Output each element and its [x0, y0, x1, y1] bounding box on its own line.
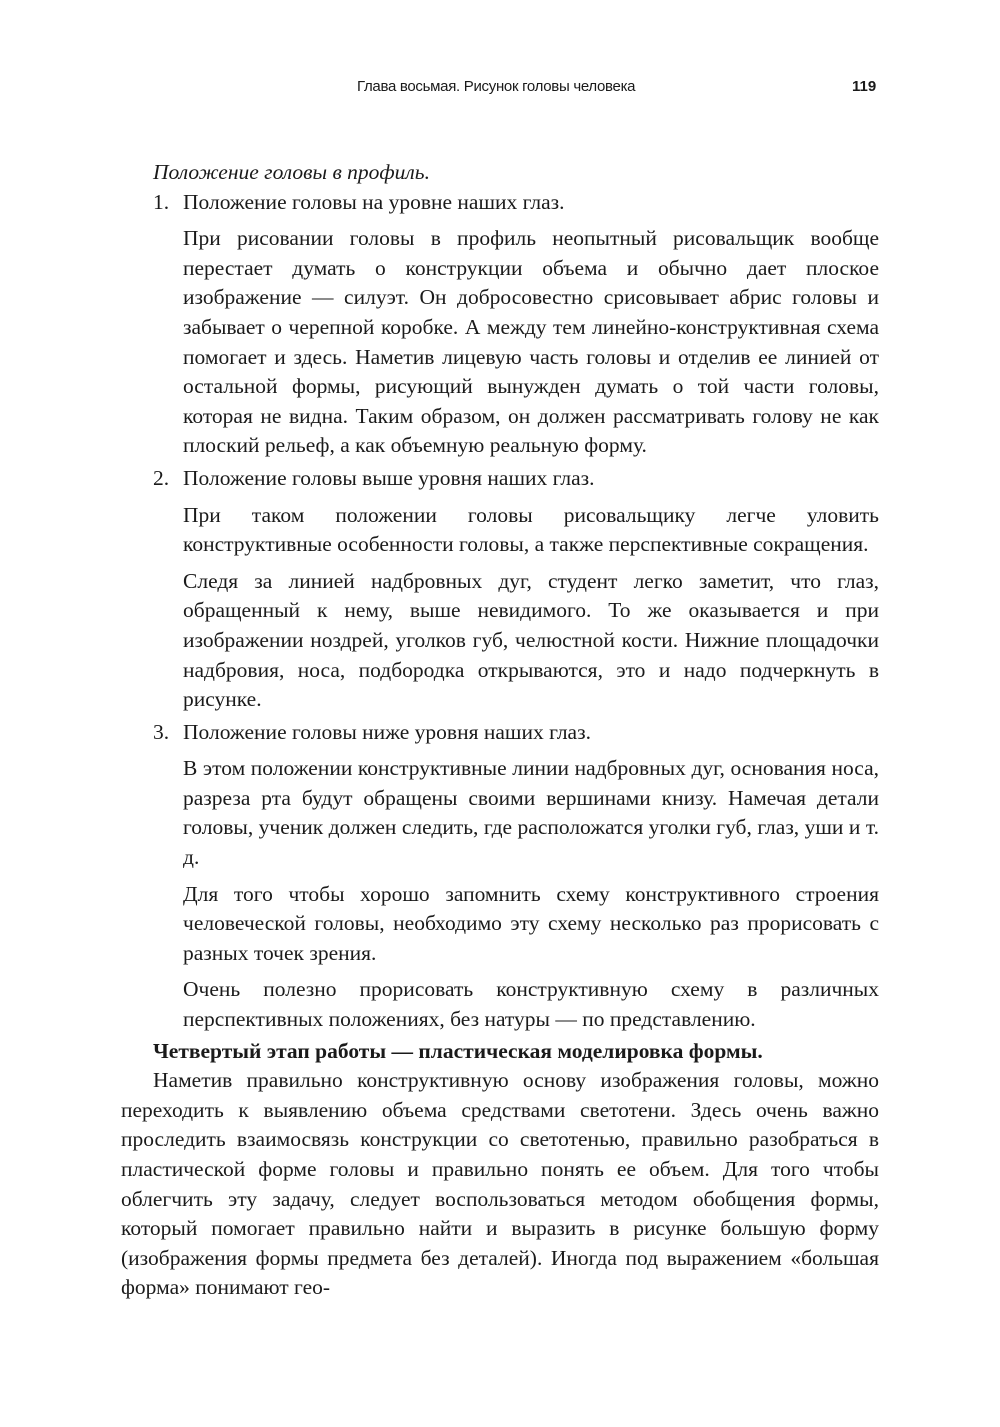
paragraph: Для того чтобы хорошо запомнить схему конструктивного строения человеческой головы, необходимо эту схему несколько раз прорисовать с разных точек зрения.	[183, 881, 879, 965]
list-item-title: Положение головы ниже уровня наших глаз.	[183, 719, 591, 744]
list-item-title: Положение головы на уровне наших глаз.	[183, 189, 565, 214]
page-header	[0, 78, 1000, 104]
list-number: 2.	[153, 465, 170, 490]
section-heading: Четвертый этап работы — пластическая моделировка формы.	[153, 1038, 763, 1063]
paragraph: Следя за линией надбровных дуг, студент легко заметит, что глаз, обращенный к нему, выше невидимого. То же оказывается и при изображении ноздрей, уголков губ, челюстной кости. Нижние площадочки надбровия, носа, подбородка открываются, это и надо подчеркнуть в рисунке.	[183, 568, 879, 712]
page-body	[121, 158, 879, 1303]
list-number: 1.	[153, 189, 170, 214]
paragraph: При рисовании головы в профиль неопытный рисовальщик вообще перестает думать о конструкции объема и обычно дает плоское изображение — силуэт. Он добросовестно срисовывает абрис головы и забывает о черепной коробке. А между тем линейно-конструктивная схема помогает и здесь. Наметив лицевую часть головы и отделив ее линией от остальной формы, рисующий вынужден думать о той части головы, которая не видна. Таким образом, он должен рассматривать голову не как плоский рельеф, а как объемную реальную форму.	[183, 226, 879, 458]
list-number: 3.	[153, 719, 170, 744]
body-paragraph: Наметив правильно конструктивную основу изображения головы, можно переходить к выявлению объема средствами светотени. Здесь очень важно проследить взаимосвязь конструкции со светотенью, правильно разобраться в пластической форме головы и правильно понять ее объем. Для того чтобы облегчить эту задачу, следует воспользоваться методом обобщения формы, который помогает правильно найти и выразить в рисунке большую форму (изображения формы предмета без деталей). Иногда под выражением «большая форма» понимают гео-	[121, 1068, 879, 1300]
paragraph: При таком положении головы рисовальщику легче уловить конструктивные особенности головы, а также перспективные сокращения.	[183, 502, 879, 557]
list-item-1	[121, 188, 879, 218]
list-item-3	[121, 718, 879, 748]
subheading: Положение головы в профиль.	[153, 160, 430, 184]
list-item-title: Положение головы выше уровня наших глаз.	[183, 465, 595, 490]
list-item-2	[121, 464, 879, 494]
page-number: 119	[852, 78, 877, 95]
running-head: Глава восьмая. Рисунок головы человека	[357, 78, 636, 95]
paragraph: Очень полезно прорисовать конструктивную схему в различных перспективных положениях, без натуры — по представлению.	[183, 977, 879, 1032]
paragraph: В этом положении конструктивные линии надбровных дуг, основания носа, разреза рта будут обращены своими вершинами книзу. Намечая детали головы, ученик должен следить, где расположатся уголки губ, глаз, уши и т. д.	[183, 756, 879, 870]
